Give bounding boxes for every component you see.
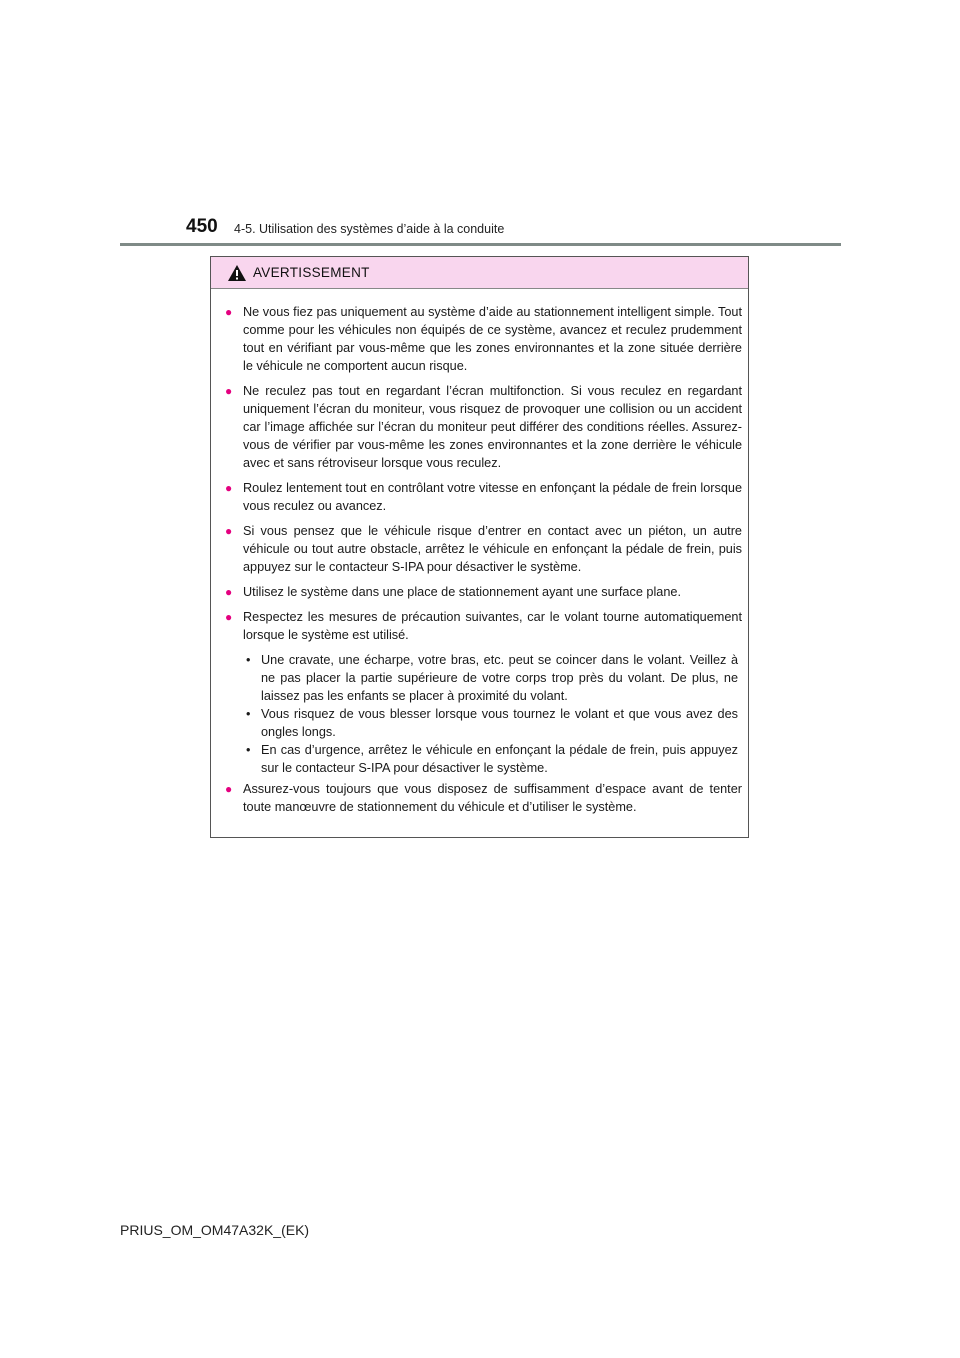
bullet-dot-icon: ● [225, 524, 233, 538]
sub-bullet-icon: • [246, 707, 251, 721]
bullet-dot-icon: ● [225, 782, 233, 796]
page-number: 450 [186, 216, 218, 237]
sub-bullet-icon: • [246, 653, 251, 667]
warning-bullet [225, 608, 742, 644]
bullet-dot-icon: ● [225, 384, 233, 398]
header-rule [120, 243, 841, 246]
warning-title: AVERTISSEMENT [253, 265, 370, 280]
warning-bullet [225, 780, 742, 816]
warning-bullet [225, 382, 742, 472]
bullet-text: Ne reculez pas tout en regardant l’écran multifonction. Si vous reculez en regardant uniquement l’écran du moniteur, vous risquez de provoquer une collision ou un accident car l’image affichée sur l’écran du moniteur peut différer des conditions réelles. Assurez-vous de vérifier par vous-même les zones environnantes et la zone derrière le véhicule avec et sans rétroviseur lorsque vous reculez. [243, 384, 742, 470]
warning-bullet [225, 522, 742, 576]
sub-bullet-icon: • [246, 743, 251, 757]
bullet-dot-icon: ● [225, 481, 233, 495]
document-code: PRIUS_OM_OM47A32K_(EK) [120, 1222, 310, 1238]
warning-body [211, 289, 748, 816]
warning-bullet [225, 583, 742, 601]
warning-box [210, 256, 749, 838]
precaution-sublist [243, 651, 742, 777]
sublist-text: Une cravate, une écharpe, votre bras, etc. peut se coincer dans le volant. Veillez à ne pas placer la partie supérieure de votre corps trop près du volant. De plus, ne laissez pas les enfants se placer à proximité du volant. [261, 653, 738, 703]
sublist-text: Vous risquez de vous blesser lorsque vous tournez le volant et que vous avez des ongles longs. [261, 707, 738, 739]
warning-triangle-icon [227, 264, 247, 282]
sublist-item [243, 705, 742, 741]
bullet-text: Ne vous fiez pas uniquement au système d’aide au stationnement intelligent simple. Tout comme pour les véhicules non équipés de ce système, avancez et reculez prudemment tout en vérifiant par vous-même que les zones environnantes et la zone située derrière le véhicule ne comportent aucun risque. [243, 305, 742, 373]
bullet-text: Roulez lentement tout en contrôlant votre vitesse en enfonçant la pédale de frein lorsque vous reculez ou avancez. [243, 481, 742, 513]
bullet-text: Respectez les mesures de précaution suivantes, car le volant tourne automatiquement lorsque le système est utilisé. [243, 610, 742, 642]
section-title: 4-5. Utilisation des systèmes d’aide à la conduite [234, 222, 505, 236]
bullet-dot-icon: ● [225, 305, 233, 319]
bullet-text: Assurez-vous toujours que vous disposez de suffisamment d’espace avant de tenter toute manœuvre de stationnement du véhicule et d’utiliser le système. [243, 782, 742, 814]
warning-bullet [225, 479, 742, 515]
bullet-text: Si vous pensez que le véhicule risque d’entrer en contact avec un piéton, un autre véhicule ou tout autre obstacle, arrêtez le véhicule en enfonçant la pédale de frein, puis appuyez sur le contacteur S-IPA pour désactiver le système. [243, 524, 742, 574]
warning-header [211, 257, 748, 289]
bullet-text: Utilisez le système dans une place de stationnement ayant une surface plane. [243, 585, 681, 599]
sublist-item [243, 651, 742, 705]
bullet-dot-icon: ● [225, 585, 233, 599]
sublist-item [243, 741, 742, 777]
bullet-dot-icon: ● [225, 610, 233, 624]
warning-bullet [225, 303, 742, 375]
sublist-text: En cas d’urgence, arrêtez le véhicule en enfonçant la pédale de frein, puis appuyez sur le contacteur S-IPA pour désactiver le système. [261, 743, 738, 775]
